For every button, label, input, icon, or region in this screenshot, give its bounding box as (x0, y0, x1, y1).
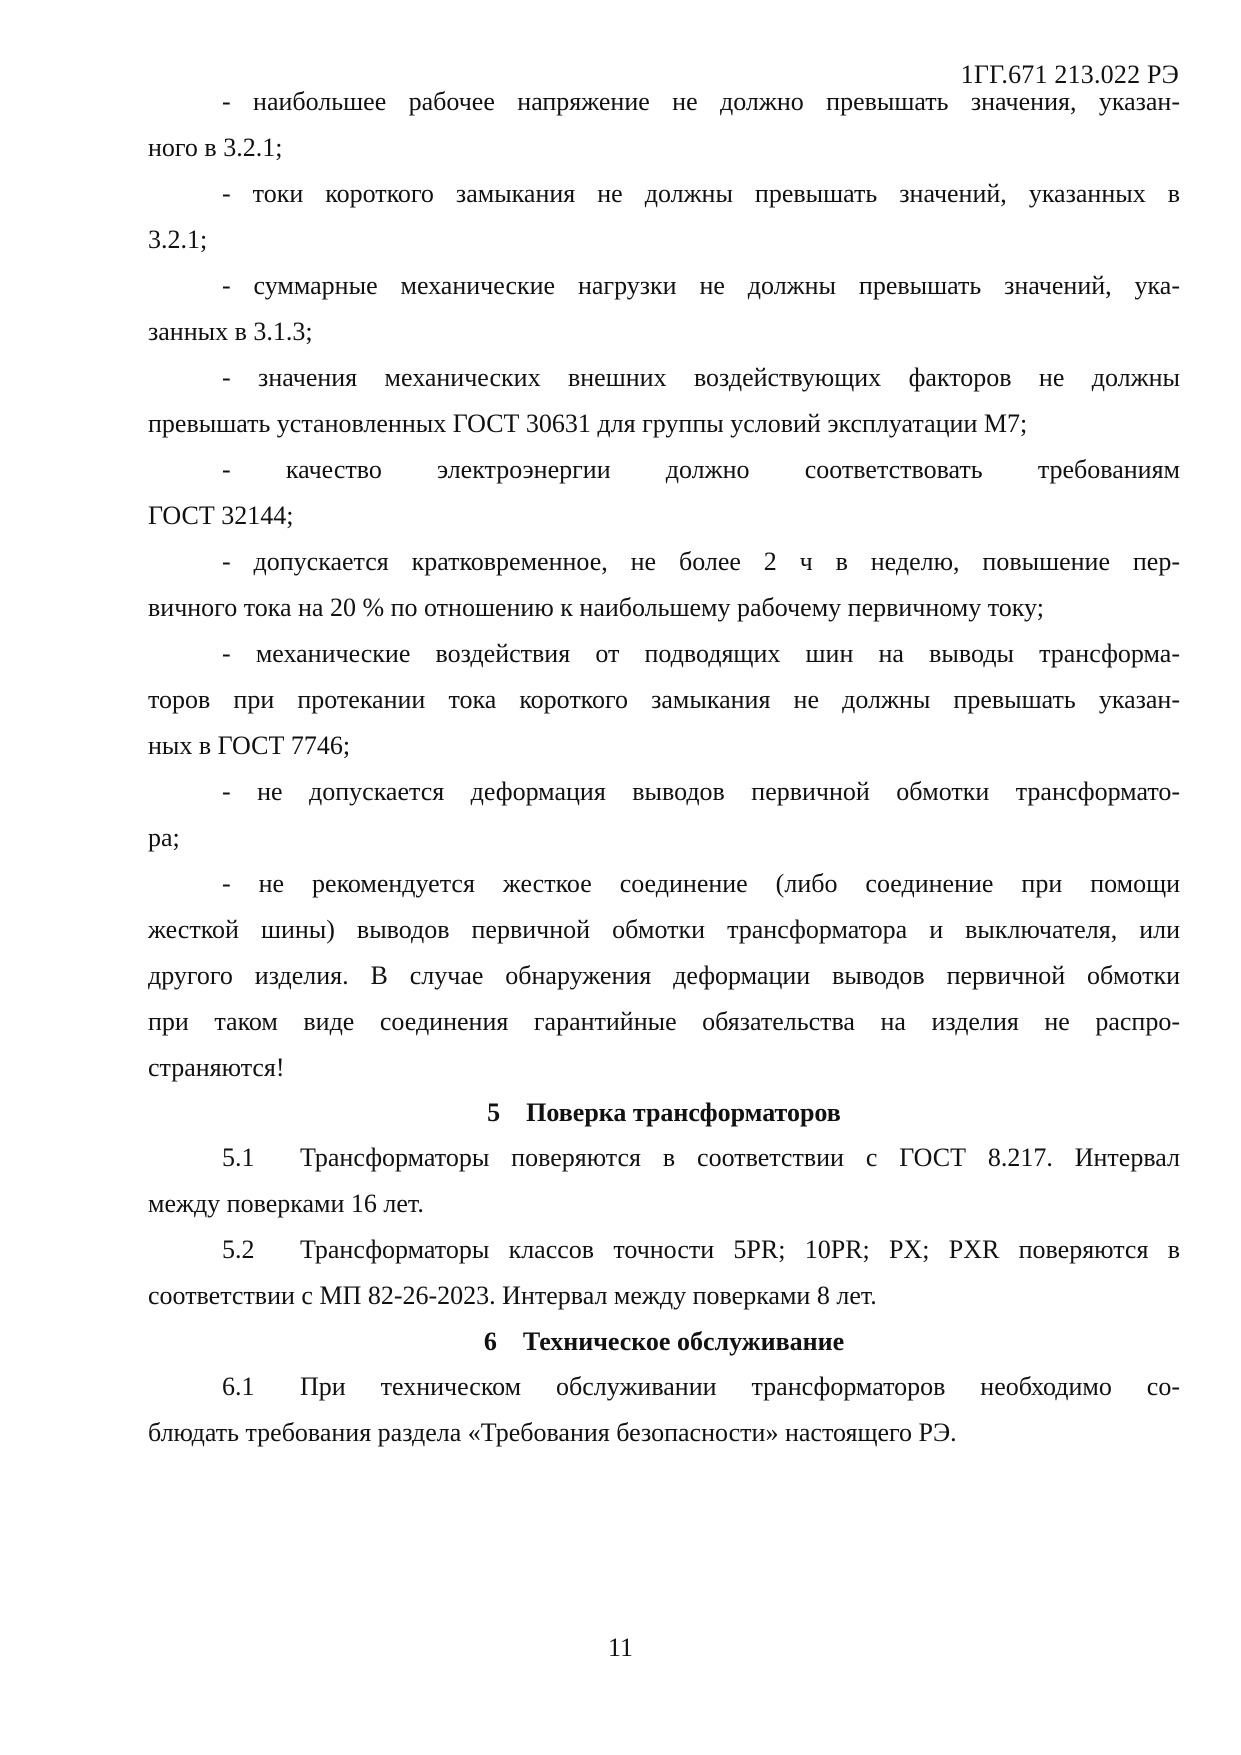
list-item-line: ГОСТ 32144; (148, 501, 294, 530)
list-item-line: - не допускается деформация выводов первичной обмотки трансформато- (222, 777, 1180, 806)
list-item-line: другого изделия. В случае обнаружения деформации выводов первичной обмотки (148, 961, 1180, 990)
paragraph-text: Трансформаторы классов точности 5PR; 10PR; PX; PXR поверяются в (300, 1235, 1180, 1264)
section-number: 6 (483, 1327, 497, 1356)
paragraph-number: 5.1 (222, 1143, 255, 1172)
paragraph-line: соответствии с МП 82-26-2023. Интервал между поверками 8 лет. (148, 1281, 877, 1310)
list-item-line: занных в 3.1.3; (148, 317, 313, 346)
section-heading-5 (148, 1097, 1180, 1129)
list-item-line: - суммарные механические нагрузки не должны превышать значений, ука- (222, 271, 1180, 300)
section-title: Поверка трансформаторов (526, 1098, 841, 1127)
list-item-line: жесткой шины) выводов первичной обмотки трансформатора и выключателя, или (148, 915, 1180, 944)
page-number: 11 (607, 1633, 634, 1662)
paragraph-line: между поверками 16 лет. (148, 1189, 424, 1218)
list-item-line: - допускается кратковременное, не более 2 ч в неделю, повышение пер- (222, 547, 1180, 576)
list-item-line: страняются! (148, 1053, 285, 1082)
list-item-line: превышать установленных ГОСТ 30631 для группы условий эксплуатации М7; (148, 409, 1028, 438)
list-item-line: ра; (148, 823, 180, 852)
paragraph-5-2-line (222, 1234, 1180, 1266)
paragraph-line: блюдать требования раздела «Требования безопасности» настоящего РЭ. (148, 1418, 957, 1447)
list-item-line: ных в ГОСТ 7746; (148, 731, 351, 760)
document-code: 1ГГ.671 213.022 РЭ (960, 60, 1179, 89)
paragraph-text: При техническом обслуживании трансформаторов необходимо со- (300, 1372, 1180, 1401)
paragraph-6-1-line (222, 1371, 1180, 1403)
list-item-line: торов при протекании тока короткого замыкания не должны превышать указан- (148, 685, 1180, 714)
paragraph-5-1-line (222, 1142, 1180, 1174)
list-item-line: 3.2.1; (148, 225, 208, 254)
list-item-line: вичного тока на 20 % по отношению к наибольшему рабочему первичному току; (148, 593, 1044, 622)
paragraph-number: 6.1 (222, 1372, 255, 1401)
list-item-line: - токи короткого замыкания не должны превышать значений, указанных в (222, 179, 1180, 208)
list-item-line: - наибольшее рабочее напряжение не должно превышать значения, указан- (222, 87, 1180, 116)
list-item-line: - значения механических внешних воздействующих факторов не должны (222, 363, 1180, 392)
paragraph-number: 5.2 (222, 1235, 255, 1264)
list-item-line: - механические воздействия от подводящих шин на выводы трансформа- (222, 639, 1180, 668)
section-number: 5 (487, 1098, 501, 1127)
list-item-line: - качество электроэнергии должно соответствовать требованиям (222, 455, 1180, 484)
paragraph-text: Трансформаторы поверяются в соответствии с ГОСТ 8.217. Интервал (300, 1143, 1180, 1172)
section-title: Техническое обслуживание (522, 1327, 845, 1356)
section-heading-6 (148, 1326, 1180, 1358)
list-item-line: при таком виде соединения гарантийные обязательства на изделия не распро- (148, 1007, 1180, 1036)
list-item-line: ного в 3.2.1; (148, 133, 283, 162)
list-item-line: - не рекомендуется жесткое соединение (либо соединение при помощи (222, 869, 1180, 898)
